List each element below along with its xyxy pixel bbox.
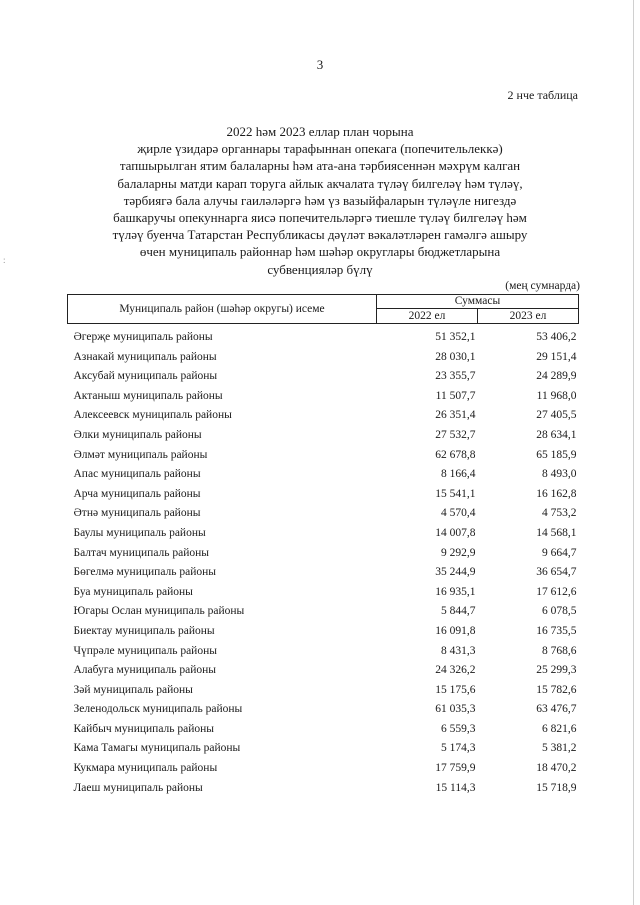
row-value-2023: 8 768,6 [542,644,577,657]
row-value-2022: 8 431,3 [441,644,476,657]
subvention-table [67,294,579,798]
row-value-2023: 63 476,7 [536,703,577,716]
row-value-2023: 16 162,8 [536,487,577,500]
table-row [68,348,579,368]
row-value-2023: 6 078,5 [542,605,577,618]
row-value-2023: 15 782,6 [536,683,577,696]
row-value-2022: 14 007,8 [435,526,476,539]
row-value-2023: 27 405,5 [536,409,577,422]
row-value-2022: 8 166,4 [441,468,476,481]
row-value-2022: 16 091,8 [435,624,476,637]
table-row [68,563,579,583]
table-row [68,602,579,622]
row-value-2022: 16 935,1 [435,585,476,598]
row-value-2022: 11 507,7 [435,389,476,402]
row-value-2023: 9 664,7 [542,546,577,559]
table-row [68,700,579,720]
row-value-2023: 24 289,9 [536,370,577,383]
row-name: Кукмара муниципаль районы [73,762,218,775]
table-row [68,426,579,446]
table-row [68,387,579,407]
title-line: тапшырылган ятим балаларны һәм ата-ана тәрбиясеннән мәхрүм калган [119,158,521,174]
row-name: Әлки муниципаль районы [73,428,202,441]
row-name: Әлмәт муниципаль районы [73,448,208,461]
table-row [68,367,579,387]
row-value-2022: 17 759,9 [435,762,476,775]
row-value-2023: 18 470,2 [536,762,577,775]
table-row [68,504,579,524]
row-name: Әгерҗе муниципаль районы [73,331,213,343]
table-body [68,324,579,799]
table-row [68,661,579,681]
row-value-2023: 28 634,1 [536,428,577,441]
row-name: Бөгелмә муниципаль районы [73,566,217,579]
table-row [68,324,579,348]
title-line: 2022 һәм 2023 еллар план чорына [226,124,414,139]
row-name: Югары Ослан муниципаль районы [73,605,245,618]
row-name: Биектау муниципаль районы [73,624,215,637]
table-row [68,681,579,701]
row-value-2022: 26 351,4 [435,409,476,422]
table-row [68,465,579,485]
title-line: өчен муниципаль районнар һәм шәһәр округлары бюджетларына [139,244,501,260]
row-name: Кайбыч муниципаль районы [73,722,215,735]
column-header-2022: 2022 ел [377,309,478,324]
row-value-2022: 23 355,7 [435,370,476,383]
row-value-2022: 15 175,6 [435,683,476,696]
row-value-2023: 53 406,2 [536,331,577,343]
table-row [68,622,579,642]
row-value-2023: 36 654,7 [536,566,577,579]
row-value-2023: 15 718,9 [536,781,577,794]
table-row [68,485,579,505]
row-value-2022: 15 541,1 [435,487,476,500]
title-line: җирле үзидарә органнары тарафыннан опекага (попечительлеккә) [137,141,503,157]
row-value-2023: 29 151,4 [536,350,577,363]
row-name: Алабуга муниципаль районы [73,664,217,677]
row-name: Әтнә муниципаль районы [73,507,201,520]
row-value-2022: 4 570,4 [441,507,476,520]
table-row [68,406,579,426]
row-name: Азнакай муниципаль районы [73,350,217,363]
table-row [68,739,579,759]
table-row [68,524,579,544]
row-value-2023: 14 568,1 [536,526,577,539]
row-value-2023: 65 185,9 [536,448,577,461]
scan-edge-line [633,0,634,905]
document-title [80,123,560,278]
column-header-name: Муниципаль район (шәһәр округы) исеме [68,295,377,324]
table-row [68,759,579,779]
title-line: башкаручы опекуннарга яисә попечительләргә тиешле түләү билгеләү һәм [113,210,527,226]
row-value-2022: 62 678,8 [435,448,476,461]
row-name: Чүпрәле муниципаль районы [73,644,217,657]
row-value-2023: 4 753,2 [542,507,577,520]
row-value-2023: 6 821,6 [542,722,577,735]
row-name: Баулы муниципаль районы [73,526,206,539]
row-value-2022: 51 352,1 [435,331,476,343]
row-name: Актаныш муниципаль районы [73,389,223,402]
row-value-2023: 5 381,2 [542,742,577,755]
row-value-2022: 24 326,2 [435,664,476,677]
table-label: 2 нче таблица [507,88,578,102]
row-value-2022: 61 035,3 [435,703,476,716]
title-line: түләү буенча Татарстан Республикасы дәүләт вәкаләтләрен гамәлгә ашыру [112,227,528,243]
column-header-2023: 2023 ел [478,309,579,324]
row-value-2022: 6 559,3 [441,722,476,735]
row-value-2022: 35 244,9 [435,566,476,579]
row-value-2023: 25 299,3 [536,664,577,677]
row-value-2022: 15 114,3 [435,781,476,794]
row-name: Зәй муниципаль районы [73,683,193,696]
row-value-2023: 17 612,6 [536,585,577,598]
table-row [68,720,579,740]
table-row [68,642,579,662]
table-row [68,583,579,603]
row-value-2022: 5 174,3 [441,742,476,755]
title-line: субвенцияләр бүлү [267,261,373,277]
row-name: Алексеевск муниципаль районы [73,409,232,422]
units-note: (мең сумнарда) [505,280,580,292]
row-name: Аксубай муниципаль районы [73,370,218,383]
row-name: Зеленодольск муниципаль районы [73,703,243,716]
title-line: балаларны матди карап торуга айлык акчалата түләү билгеләү һәм түләү, [117,175,523,191]
row-name: Лаеш муниципаль районы [73,781,203,794]
row-name: Апас муниципаль районы [73,468,201,481]
row-value-2023: 16 735,5 [536,624,577,637]
row-name: Буа муниципаль районы [73,585,193,598]
row-name: Кама Тамагы муниципаль районы [73,742,241,755]
row-value-2022: 9 292,9 [441,546,476,559]
title-line: тәрбиягә бала алучы гаиләләргә һәм үз вазыйфаларын түләүле нигездә [123,192,517,208]
row-value-2023: 8 493,0 [542,468,577,481]
table-row [68,779,579,799]
row-name: Арча муниципаль районы [73,487,201,500]
row-value-2022: 28 030,1 [435,350,476,363]
row-value-2022: 27 532,7 [435,428,476,441]
column-header-sum: Суммасы [377,295,579,309]
row-value-2022: 5 844,7 [441,605,476,618]
scan-margin-mark: : [3,255,6,265]
table-row [68,446,579,466]
page-number: 3 [316,57,324,72]
row-name: Балтач муниципаль районы [73,546,210,559]
table-row [68,544,579,564]
row-value-2023: 11 968,0 [536,389,577,402]
